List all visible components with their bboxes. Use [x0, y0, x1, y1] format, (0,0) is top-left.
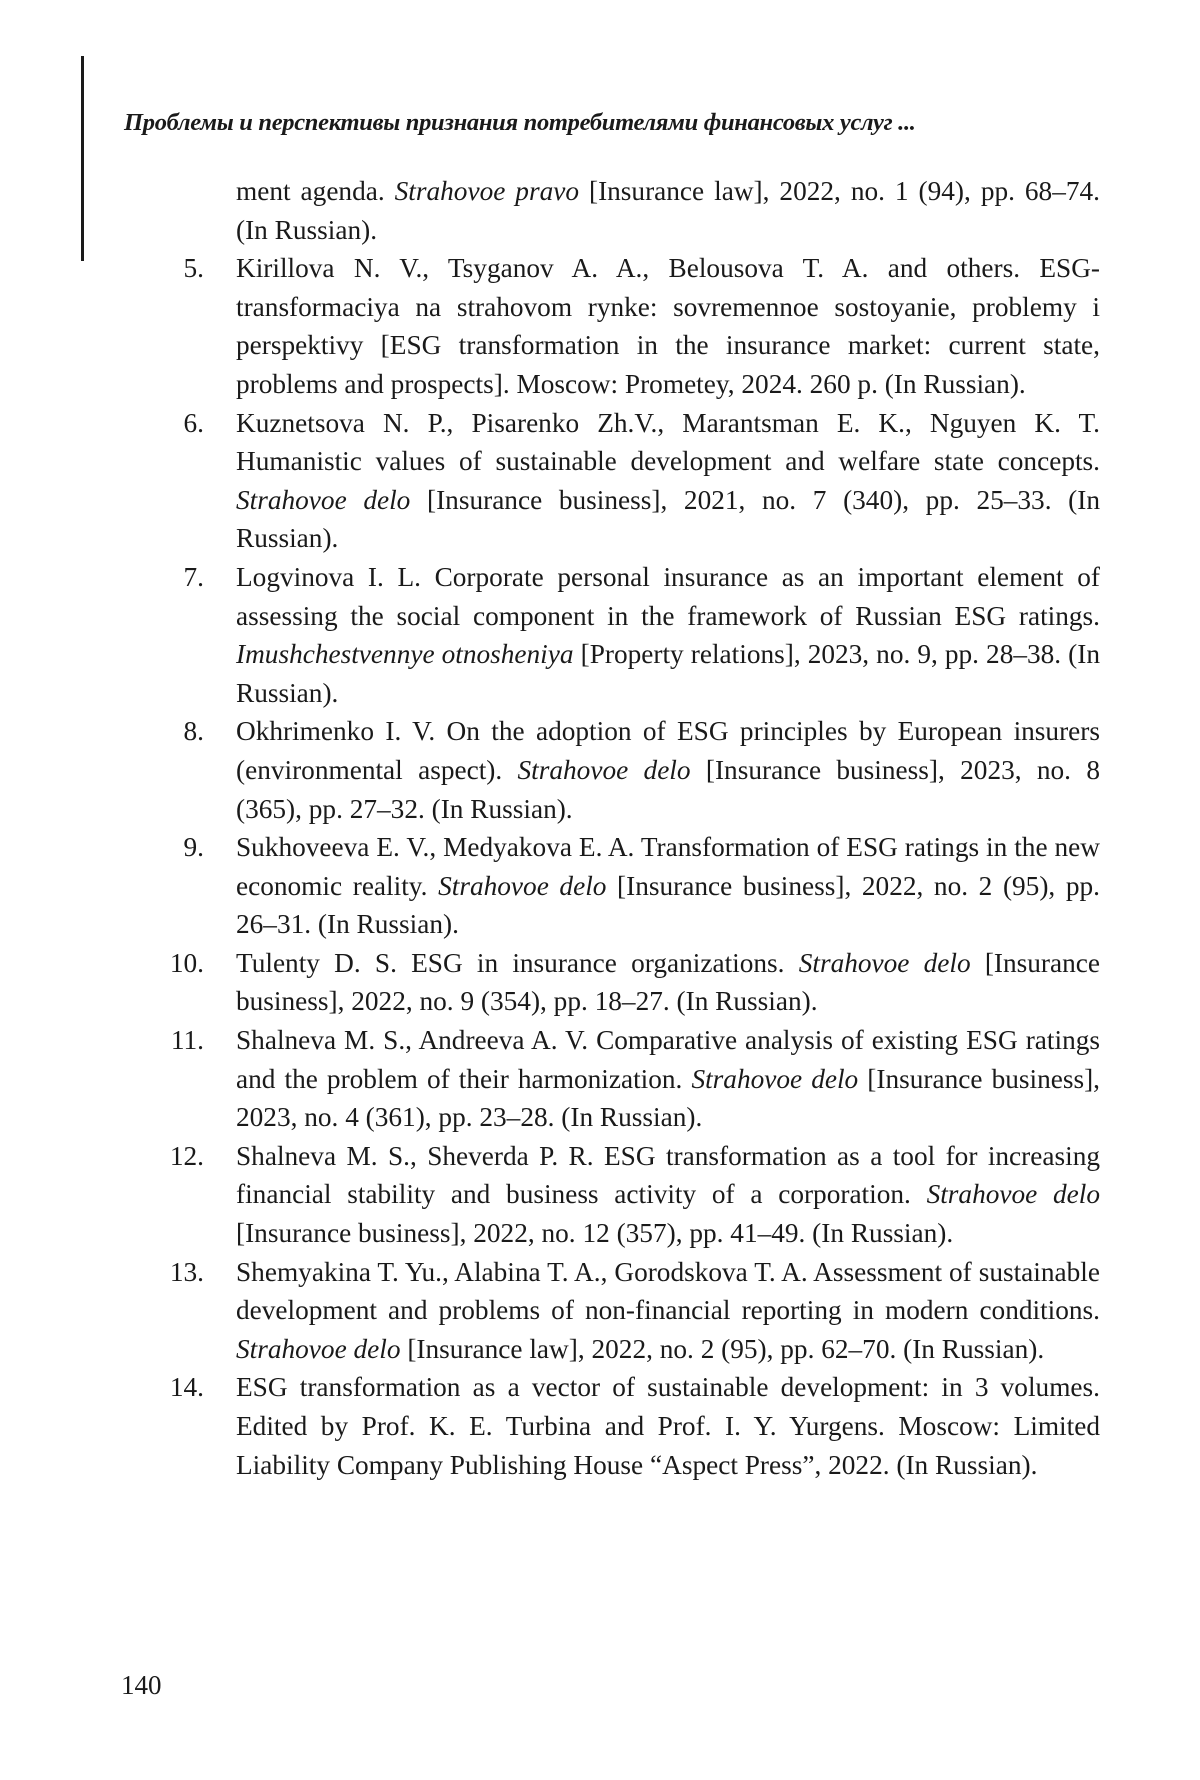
reference-segment: Okhrimenko I. V. On the adoption of ESG principles by European insurers (environmental aspect).	[236, 716, 1100, 785]
running-head: Проблемы и перспективы признания потребителями финансовых услуг ...	[124, 109, 916, 137]
reference-segment: [Property relations], 2023, no. 9, pp. 28–38. (In Russian).	[236, 639, 1100, 708]
reference-segment: Tulenty D. S. ESG in insurance organizations.	[236, 948, 799, 978]
reference-item	[140, 1253, 1100, 1369]
reference-segment: [Insurance business], 2023, no. 4 (361), pp. 23–28. (In Russian).	[236, 1064, 1100, 1133]
reference-number: 13.	[140, 1253, 204, 1292]
reference-item	[140, 1368, 1100, 1484]
reference-list	[140, 172, 1100, 1484]
reference-item	[140, 1137, 1100, 1253]
reference-number: 6.	[140, 404, 204, 443]
reference-text	[236, 716, 1100, 823]
reference-segment: [Insurance busi­ness], 2023, no. 8 (365), pp. 27–32. (In Russian).	[236, 755, 1100, 824]
reference-segment: Sukhoveeva E. V., Medyakova E. A. Transformation of ESG ratings in the new economic reality.	[236, 832, 1100, 901]
reference-item	[140, 404, 1100, 558]
journal-title: Imushchestvennye otnosheniya	[236, 639, 574, 669]
journal-title: Strahovoe delo	[236, 485, 410, 515]
journal-title: Strahovoe delo	[691, 1064, 858, 1094]
journal-title: Strahovoe pravo	[395, 176, 579, 206]
reference-text	[236, 408, 1100, 554]
reference-text	[236, 948, 1100, 1017]
reference-segment: Shalneva M. S., Andreeva A. V. Comparative analysis of existing ESG ratings and the problem of their harmonization.	[236, 1025, 1100, 1094]
reference-text	[236, 832, 1100, 939]
reference-text	[236, 253, 1100, 399]
reference-segment: [Insurance business], 2022, no. 2 (95), pp. 26–31. (In Russian).	[236, 871, 1100, 940]
journal-title: Strahovoe delo	[927, 1179, 1100, 1209]
reference-segment: Kuznetsova N. P., Pisarenko Zh.V., Marantsman E. K., Nguyen K. T. Humanistic values of sustainable development and welfare state concepts.	[236, 408, 1100, 477]
reference-segment: [Insurance business], 2022, no. 9 (354), pp. 18–27. (In Russian).	[236, 948, 1100, 1017]
reference-text	[236, 1257, 1100, 1364]
reference-text	[236, 562, 1100, 708]
reference-segment: [Insurance business], 2022, no. 12 (357), pp. 41–49. (In Russian).	[236, 1218, 953, 1248]
reference-number: 8.	[140, 712, 204, 751]
reference-text	[236, 1372, 1100, 1479]
reference-item	[140, 558, 1100, 712]
reference-item	[140, 172, 1100, 249]
reference-item	[140, 249, 1100, 403]
page-number: 140	[121, 1670, 162, 1701]
reference-segment: [Insurance law], 2022, no. 2 (95), pp. 62–70. (In Russian).	[401, 1334, 1045, 1364]
reference-item	[140, 828, 1100, 944]
journal-title: Strahovoe delo	[799, 948, 971, 978]
reference-item	[140, 1021, 1100, 1137]
journal-title: Strahovoe delo	[518, 755, 691, 785]
journal-title: Strahovoe delo	[236, 1334, 401, 1364]
reference-text	[236, 176, 1100, 245]
reference-number: 10.	[140, 944, 204, 983]
reference-segment: Logvinova I. L. Corporate personal insurance as an important ele­ment of assessing the social component in the framework of Russian ESG ratings.	[236, 562, 1100, 631]
reference-item	[140, 712, 1100, 828]
reference-number: 5.	[140, 249, 204, 288]
reference-text	[236, 1141, 1100, 1248]
reference-segment: Shalneva M. S., Sheverda P. R. ESG transformation as a tool for increas­ing financial stability and business activity of a corporation.	[236, 1141, 1100, 1210]
reference-item	[140, 944, 1100, 1021]
journal-title: Strahovoe delo	[438, 871, 606, 901]
reference-segment: [Insurance business], 2021, no. 7 (340), pp. 25–33. (In Russian).	[236, 485, 1100, 554]
reference-segment: Shemyakina T. Yu., Alabina T. A., Gorodskova T. A. Assessment of sustainable development and problems of non-financial reporting in modern conditions.	[236, 1257, 1100, 1326]
reference-number: 12.	[140, 1137, 204, 1176]
margin-rule	[81, 56, 84, 261]
reference-number: 14.	[140, 1368, 204, 1407]
reference-text	[236, 1025, 1100, 1132]
reference-segment: [Insurance law], 2022, no. 1 (94), pp. 68–74. (In Russian).	[236, 176, 1100, 245]
reference-number: 7.	[140, 558, 204, 597]
reference-number: 11.	[140, 1021, 204, 1060]
reference-segment: Kirillova N. V., Tsyganov A. A., Belousova T. A. and others. ESG-transformaciya na strahovom rynke: sovremennoe sostoyanie, problemy i perspektivy [ESG transformation in the insurance mar­ket: current state, problems and prospects]. Moscow: Prometey, 2024. 260 p. (In Russian).	[236, 253, 1100, 399]
reference-number: 9.	[140, 828, 204, 867]
reference-segment: ment agenda.	[236, 176, 395, 206]
reference-segment: ESG transformation as a vector of sustainable development: in 3 vol­umes. Edited by Prof. K. E. Turbina and Prof. I. Y. Yurgens. Moscow: Limited Liability Company Publishing House “Aspect Press”, 2022. (In Russian).	[236, 1372, 1100, 1479]
